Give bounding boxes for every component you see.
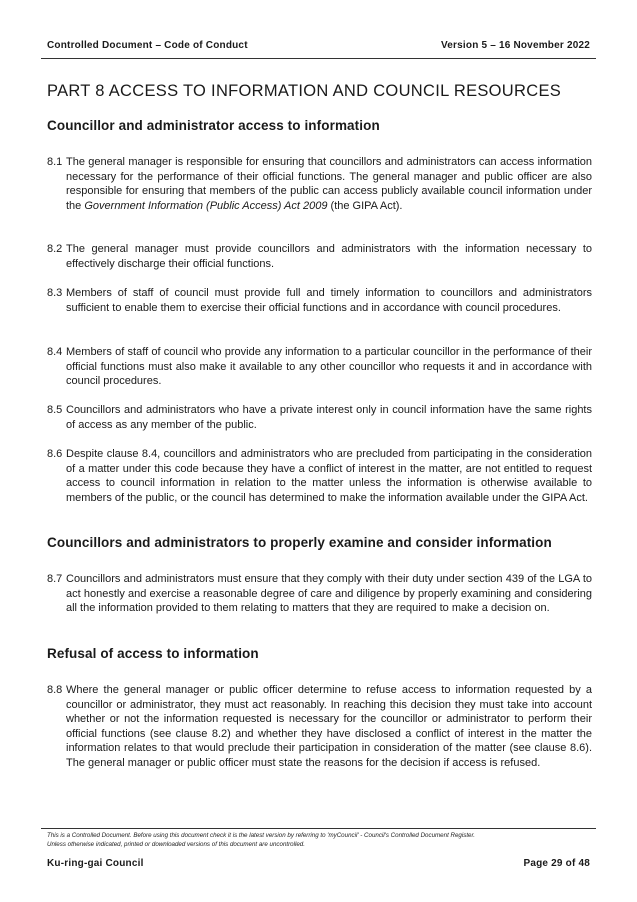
clause-8-6 <box>47 447 592 505</box>
clause-number: 8.5 <box>47 404 63 416</box>
clause-8-7 <box>47 572 592 616</box>
page-number: Page 29 of 48 <box>523 858 590 869</box>
clause-8-8 <box>47 683 592 771</box>
clause-text: Councillors and administrators who have a private interest only in council information have the same rights of access as any member of the public. <box>66 404 592 431</box>
clause-text: Members of staff of council who provide any information to a particular councillor in the performance of their official functions must also make it available to any other councillor who requests it and in accordance with council procedures. <box>66 346 592 388</box>
controlled-document-disclaimer <box>47 832 592 849</box>
disclaimer-line: Unless otherwise indicated, printed or downloaded versions of this document are uncontrolled. <box>47 840 305 848</box>
clause-number: 8.4 <box>47 346 63 358</box>
part-title: PART 8 ACCESS TO INFORMATION AND COUNCIL RESOURCES <box>47 82 562 100</box>
page-footer <box>47 858 590 872</box>
clause-text-part: (the GIPA Act). <box>327 199 403 212</box>
clause-number: 8.8 <box>47 684 63 696</box>
clause-8-1 <box>47 155 592 213</box>
clause-number: 8.1 <box>47 156 63 168</box>
section-heading-access: Councillor and administrator access to information <box>47 118 380 133</box>
footer-rule <box>41 828 596 829</box>
clause-text: Where the general manager or public officer determine to refuse access to information requested by a councillor or administrator, they must act reasonably. In reaching this decision they must take into account whether or not the information requested is necessary for the councillor or administrator to perform their official functions (see clause 8.2) and whether they have disclosed a conflict of interest in the matter the information relates to that would preclude their participation in consideration of the matter (see clause 8.6). The general manager or public officer must state the reasons for the decision if access is refused. <box>66 684 592 769</box>
clause-text-part: The general manager is responsible for ensuring that councillors and administrators can access information necessary for the performance of their official functions. The general manager and public officer are also responsible for ensuring that members of the public can access publicly available council information under the <box>66 156 592 212</box>
clause-8-2 <box>47 242 592 271</box>
clause-number: 8.3 <box>47 287 63 299</box>
clause-text: Despite clause 8.4, councillors and administrators who are precluded from participating in the consideration of a matter under this code because they have a conflict of interest in the matter, are not entitled to request access to council information in relation to the matter unless the information is otherwise available to members of the public, or the council has determined to make the information available under the GIPA Act. <box>66 448 592 504</box>
clause-text <box>66 155 592 213</box>
clause-text: The general manager must provide councillors and administrators with the information necessary to effectively discharge their official functions. <box>66 243 592 270</box>
clause-text: Councillors and administrators must ensure that they comply with their duty under section 439 of the LGA to act honestly and exercise a reasonable degree of care and diligence by properly examining and considering all the information provided to them relating to matters that they are required to make a decision on. <box>66 573 592 615</box>
header-document-title: Controlled Document – Code of Conduct <box>47 40 248 51</box>
clause-8-4 <box>47 345 592 389</box>
disclaimer-line: This is a Controlled Document. Before using this document check it is the latest version by referring to 'myCouncil' - Council's Controlled Document Register. <box>47 832 476 839</box>
act-name: Government Information (Public Access) Act 2009 <box>84 199 328 212</box>
header-rule <box>41 58 596 59</box>
section-heading-examine: Councillors and administrators to properly examine and consider information <box>47 535 552 550</box>
clause-8-5 <box>47 403 592 432</box>
page-header <box>47 40 590 54</box>
header-version: Version 5 – 16 November 2022 <box>440 40 590 51</box>
clause-number: 8.6 <box>47 448 63 460</box>
section-heading-refusal: Refusal of access to information <box>47 646 259 661</box>
clause-number: 8.7 <box>47 573 63 585</box>
clause-8-3 <box>47 286 592 315</box>
clause-text: Members of staff of council must provide full and timely information to councillors and administrators sufficient to enable them to exercise their official functions and in accordance with council procedures. <box>66 287 592 314</box>
clause-number: 8.2 <box>47 243 63 255</box>
footer-council-name: Ku-ring-gai Council <box>47 858 144 869</box>
